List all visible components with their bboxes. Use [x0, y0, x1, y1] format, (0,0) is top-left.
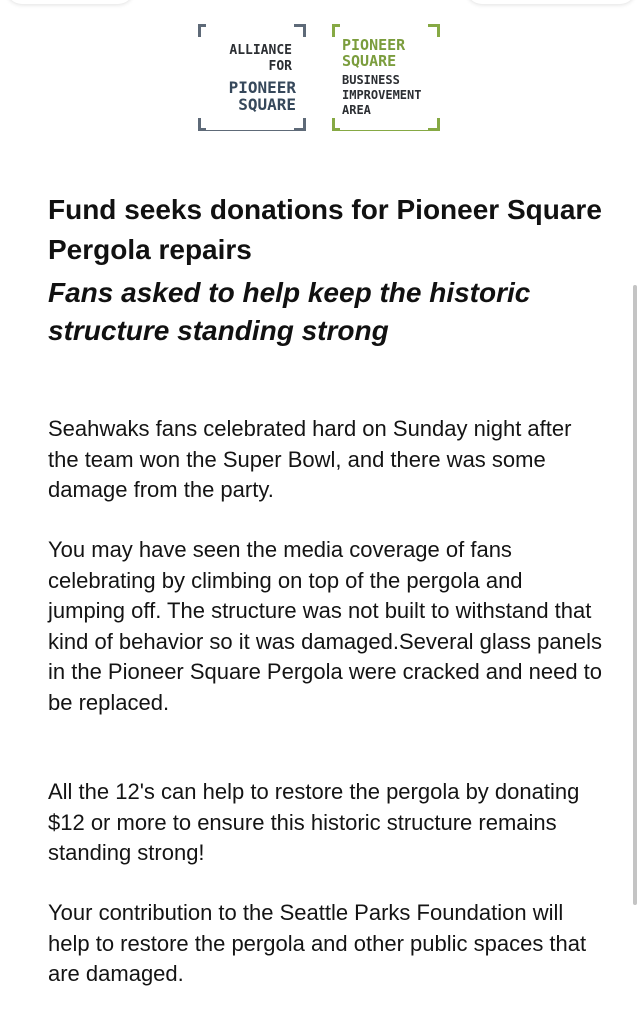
alliance-for-pioneer-square-logo: [198, 24, 306, 132]
bia-logo-line-4: IMPROVEMENT: [342, 88, 422, 102]
alliance-logo-line-3: PIONEER: [228, 78, 296, 97]
article-paragraph-2: You may have seen the media coverage of fans celebrating by climbing on top of the pergola and jumping off. The structure was not built to withstand that kind of behavior so it was damaged.Several glass panels in the Pioneer Square Pergola were cracked and need to be replaced.: [48, 537, 603, 715]
scrollbar-thumb[interactable]: [633, 285, 637, 905]
logo-frame-gap: [206, 122, 294, 130]
bia-logo-line-1: PIONEER: [342, 36, 406, 54]
article-headline: Fund seeks donations for Pioneer Square Pergola repairs: [48, 194, 602, 265]
logo-frame-gap: [340, 122, 428, 130]
alliance-logo-line-4: SQUARE: [238, 95, 296, 114]
bia-logo-line-5: AREA: [342, 103, 371, 117]
pioneer-square-bia-logo: [332, 24, 440, 132]
logo-frame-gap: [206, 22, 294, 30]
alliance-logo-line-1: ALLIANCE: [229, 43, 292, 58]
article-paragraph-3: All the 12's can help to restore the pergola by donating $12 or more to ensure this historic structure remains standing strong!: [48, 779, 580, 865]
article-paragraph-4: Your contribution to the Seattle Parks Foundation will help to restore the pergola and other public spaces that are damaged.: [48, 900, 587, 986]
sponsor-logos: [198, 24, 448, 136]
top-toolbar-bubble-right[interactable]: [466, 0, 636, 4]
alliance-logo-line-2: FOR: [268, 59, 292, 74]
bia-logo-line-2: SQUARE: [342, 52, 397, 70]
logo-frame-gap: [340, 22, 428, 30]
article-paragraph-1: Seahwaks fans celebrated hard on Sunday night after the team won the Super Bowl, and there was some damage from the party.: [48, 416, 572, 502]
article-subhead: Fans asked to help keep the historic structure standing strong: [48, 277, 531, 346]
top-toolbar-bubble-left[interactable]: [6, 0, 134, 4]
bia-logo-line-3: BUSINESS: [342, 73, 400, 87]
